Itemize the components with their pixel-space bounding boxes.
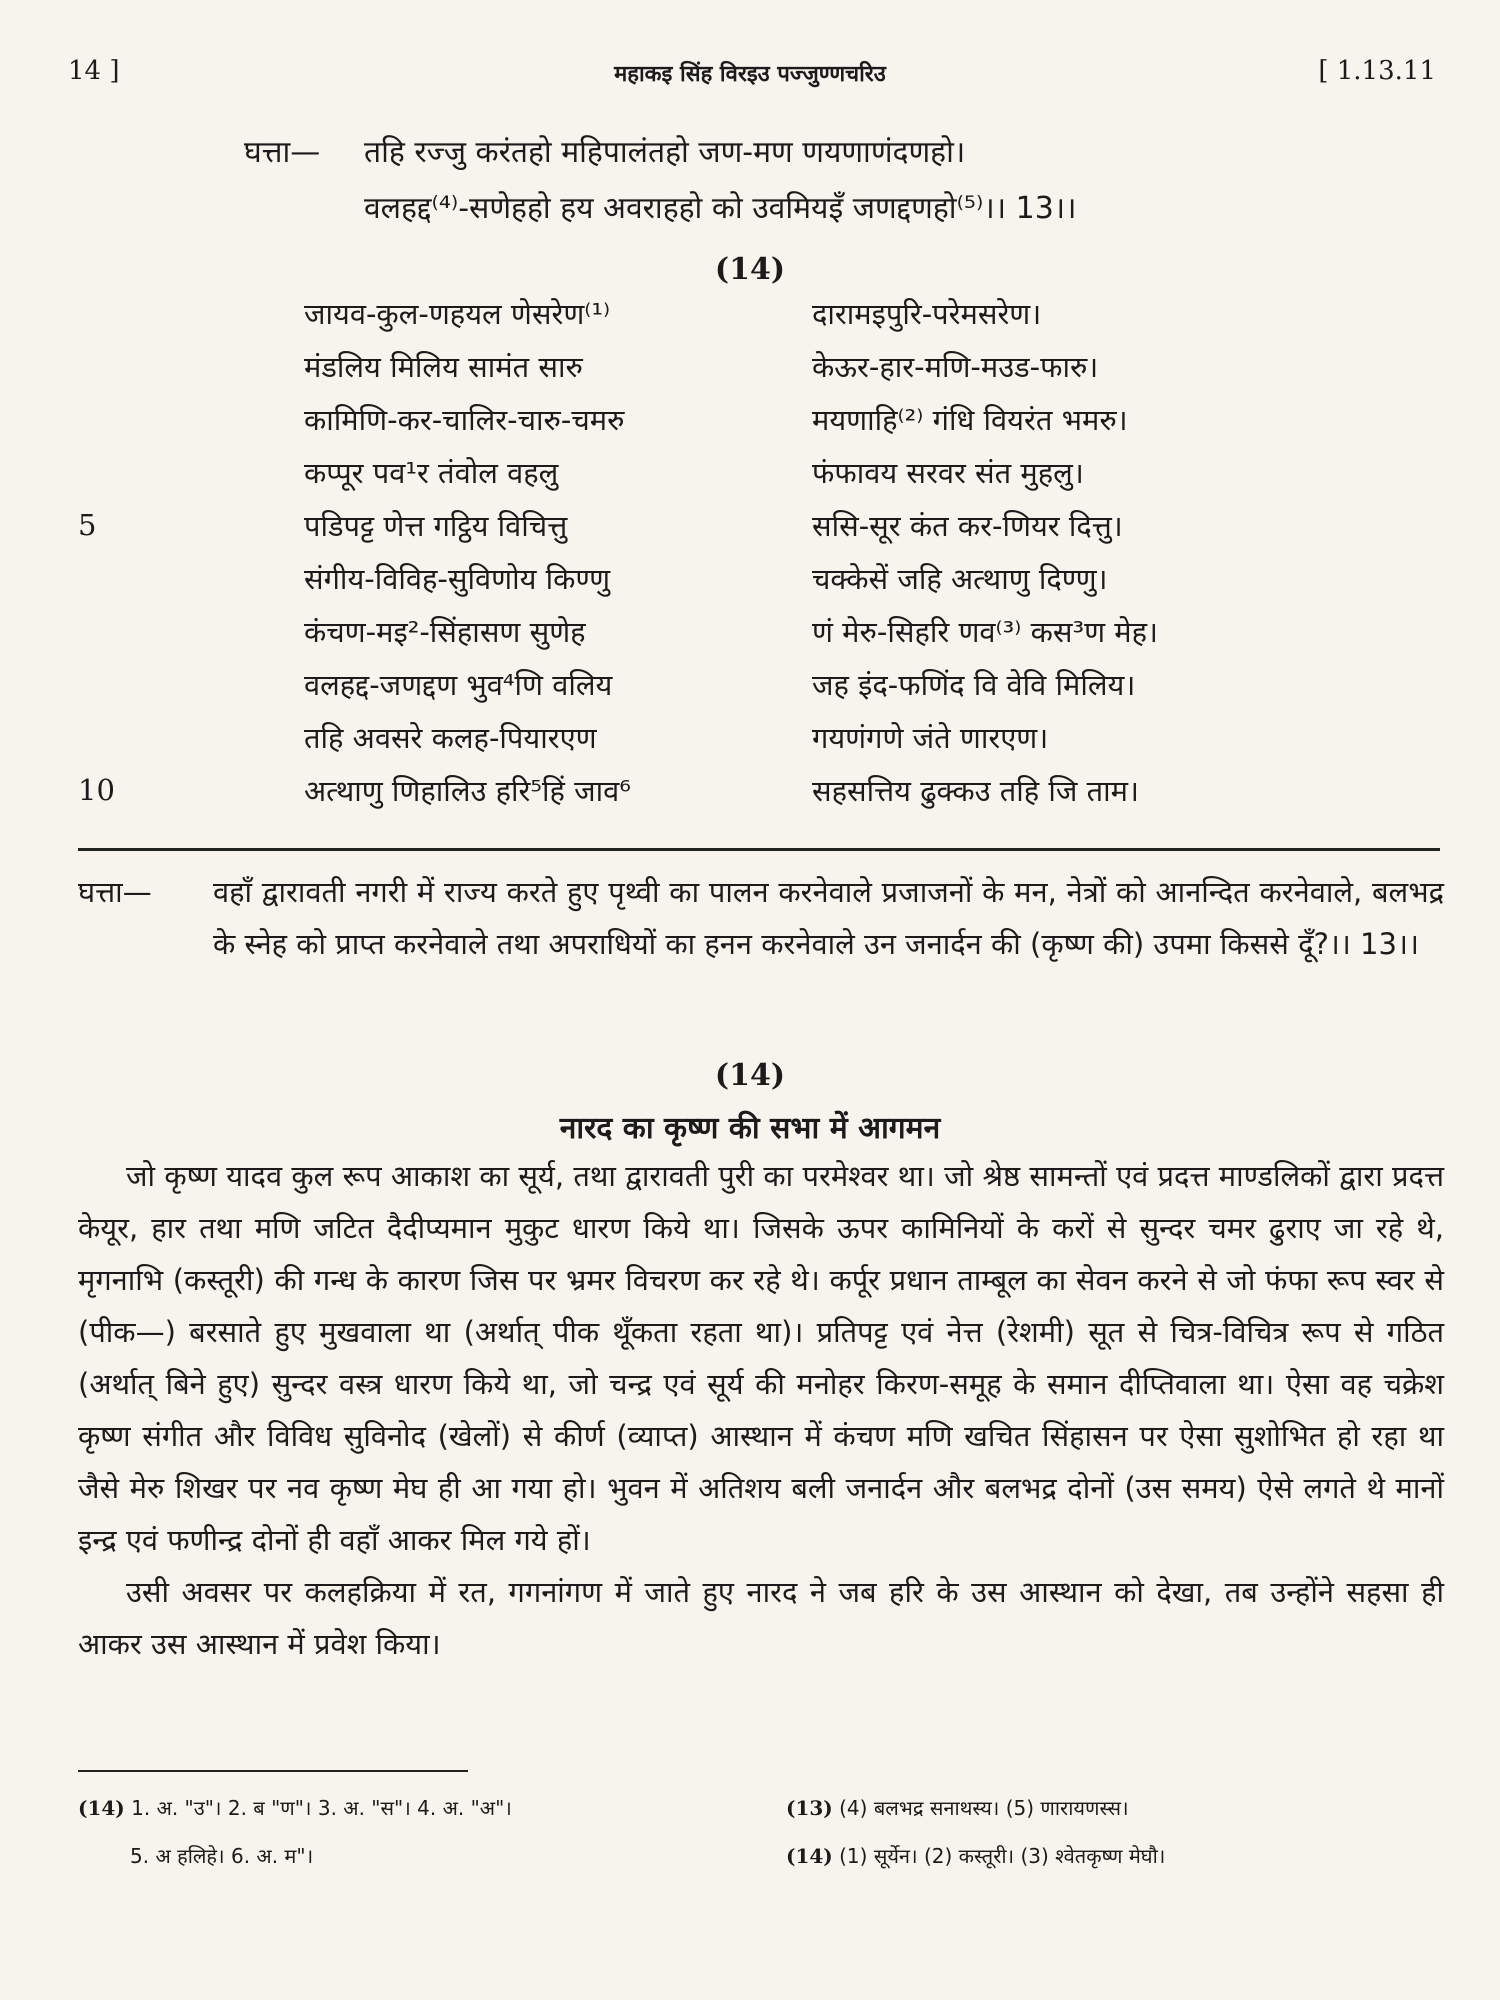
section-number-2: (14) — [714, 1058, 786, 1093]
verse-half-b: दारामइपुरि-परेमसरेण। — [812, 297, 1042, 331]
verse-half-a: कप्पूर पव¹र तंवोल वहलु — [304, 456, 559, 490]
verse-row — [0, 665, 1500, 718]
ghatta-line-1: तहि रज्जु करंतहो महिपालंतहो जण-मण णयणाणंदणहो। — [364, 135, 966, 170]
prose-paragraph-2: उसी अवसर पर कलहक्रिया में रत, गगनांगण में जाते हुए नारद ने जब हरि के उस आस्थान को देखा, तब उन्होंने सहसा ही आकर उस आस्थान में प्रवेश किया। — [78, 1575, 1444, 1661]
verse-half-b: केऊर-हार-मणि-मउड-फारु। — [812, 350, 1099, 384]
verse-reference: [ 1.13.11 — [1318, 56, 1436, 86]
section-number: (14) — [714, 252, 786, 287]
footnote-right-1 — [786, 1794, 1129, 1821]
verse-half-b: चक्केसें जहि अत्थाणु दिण्णु। — [812, 562, 1108, 596]
translation-ghatta-text: वहाँ द्वारावती नगरी में राज्य करते हुए पृथ्वी का पालन करनेवाले प्रजाजनों के मन, नेत्रों को आनन्दित करनेवाले, बलभद्र के स्नेह को प्राप्त करनेवाले तथा अपराधियों का हनन करनेवाले उन जनार्दन की (कृष्ण की) उपमा किससे दूँ?।। 13।। — [213, 875, 1444, 961]
verse-row — [0, 718, 1500, 771]
footnote-left-2: 5. अ हलिहे। 6. अ. म"। — [130, 1844, 314, 1868]
verse-row — [0, 612, 1500, 665]
verse-half-b: जह इंद-फणिंद वि वेवि मिलिय। — [812, 668, 1136, 702]
verse-half-a: कामिणि-कर-चालिर-चारु-चमरु — [304, 403, 625, 437]
page-number: 14 ] — [68, 56, 120, 86]
verse-half-a: संगीय-विविह-सुविणोय किण्णु — [304, 562, 611, 596]
running-title: महाकइ सिंह विरइउ पज्जुण्णचरिउ — [614, 61, 886, 87]
verse-half-b: ससि-सूर कंत कर-णियर दित्तु। — [812, 509, 1123, 543]
verse-row — [0, 400, 1500, 453]
verse-row — [0, 294, 1500, 347]
footnote-rule — [78, 1770, 468, 1772]
ghatta-verse — [244, 130, 1444, 227]
verse-row — [0, 347, 1500, 400]
verse-half-b: सहसत्तिय ढुक्कउ तहि जि ताम। — [812, 774, 1139, 808]
verse-row — [0, 771, 1500, 824]
footnote-text: (1) सूर्येन। (2) कस्तूरी। (3) श्वेतकृष्ण मेघौ। — [839, 1844, 1166, 1868]
verse-half-a: जायव-कुल-णहयल णेसरेण⁽¹⁾ — [304, 297, 611, 331]
footnote-label: (14) — [786, 1844, 833, 1868]
verse-half-a: तहि अवसरे कलह-पियारएण — [304, 721, 597, 755]
line-number: 5 — [78, 508, 97, 542]
verse-half-b: णं मेरु-सिहरि णव⁽³⁾ कस³ण मेह। — [812, 615, 1159, 649]
verse-half-a: कंचण-मइ²-सिंहासण सुणेह — [304, 615, 586, 649]
verse-row — [0, 559, 1500, 612]
footnote-label: (14) — [78, 1796, 125, 1820]
footnote-text: (4) बलभद्र सनाथस्य। (5) णारायणस्स। — [839, 1796, 1129, 1820]
section-divider — [78, 848, 1440, 851]
verse-block — [0, 294, 1500, 824]
line-number: 10 — [78, 773, 115, 807]
footnote-right-2 — [786, 1842, 1165, 1869]
verse-half-a: वलहद्द-जणद्दण भुव⁴णि वलिय — [304, 668, 613, 702]
ghatta-label: घत्ता— — [244, 135, 321, 170]
translation-ghatta-label: घत्ता— — [78, 875, 152, 909]
verse-half-a: अत्थाणु णिहालिउ हरि⁵हिं जाव⁶ — [304, 774, 631, 808]
verse-row — [0, 506, 1500, 559]
footnote-text: 1. अ. "उ"। 2. ब "ण"। 3. अ. "स"। 4. अ. "अ"। — [131, 1796, 512, 1820]
verse-half-b: मयणाहि⁽²⁾ गंधि वियरंत भमरु। — [812, 403, 1128, 437]
page-header — [0, 56, 1500, 96]
verse-row — [0, 453, 1500, 506]
verse-half-b: गयणंगणे जंते णारएण। — [812, 721, 1049, 755]
prose-paragraph-1: जो कृष्ण यादव कुल रूप आकाश का सूर्य, तथा द्वारावती पुरी का परमेश्वर था। जो श्रेष्ठ सामन्तों एवं प्रदत्त माण्डलिकों द्वारा प्रदत्त केयूर, हार तथा मणि जटित दैदीप्यमान मुकुट धारण किये था। जिसके ऊपर कामिनियों के करों से सुन्दर चमर ढुराए जा रहे थे, मृगनाभि (कस्तूरी) की गन्ध के कारण जिस पर भ्रमर विचरण कर रहे थे। कर्पूर प्रधान ताम्बूल का सेवन करने से जो फंफा रूप स्वर से (पीक—) बरसाते हुए मुखवाला था (अर्थात् पीक थूँकता रहता था)। प्रतिपट्ट एवं नेत्त (रेशमी) सूत से चित्र-विचित्र रूप से गठित (अर्थात् बिने हुए) सुन्दर वस्त्र धारण किये था, जो चन्द्र एवं सूर्य की मनोहर किरण-समूह के समान दीप्तिवाला था। ऐसा वह चक्रेश कृष्ण संगीत और विविध सुविनोद (खेलों) से कीर्ण (व्याप्त) आस्थान में कंचण मणि खचित सिंहासन पर ऐसा सुशोभित हो रहा था जैसे मेरु शिखर पर नव कृष्ण मेघ ही आ गया हो। भुवन में अतिशय बली जनार्दन और बलभद्र दोनों (उस समय) ऐसे लगते थे मानों इन्द्र एवं फणीन्द्र दोनों ही वहाँ आकर मिल गये हों। — [78, 1159, 1444, 1557]
verse-half-a: मंडलिय मिलिय सामंत सारु — [304, 350, 583, 384]
verse-half-b: फंफावय सरवर संत मुहलु। — [812, 456, 1084, 490]
footnote-label: (13) — [786, 1796, 833, 1820]
prose-translation — [78, 1150, 1444, 1670]
ghatta-line-2: वलहद्द⁽⁴⁾-सणेहहो हय अवराहहो को उवमियइँ जणद्दणहो⁽⁵⁾।। 13।। — [364, 191, 1077, 226]
translation-ghatta — [78, 866, 1444, 970]
section-heading: नारद का कृष्ण की सभा में आगमन — [559, 1111, 941, 1146]
verse-half-a: पडिपट्ट णेत्त गट्ठिय विचित्तु — [304, 509, 568, 543]
footnote-left-1 — [78, 1794, 512, 1821]
